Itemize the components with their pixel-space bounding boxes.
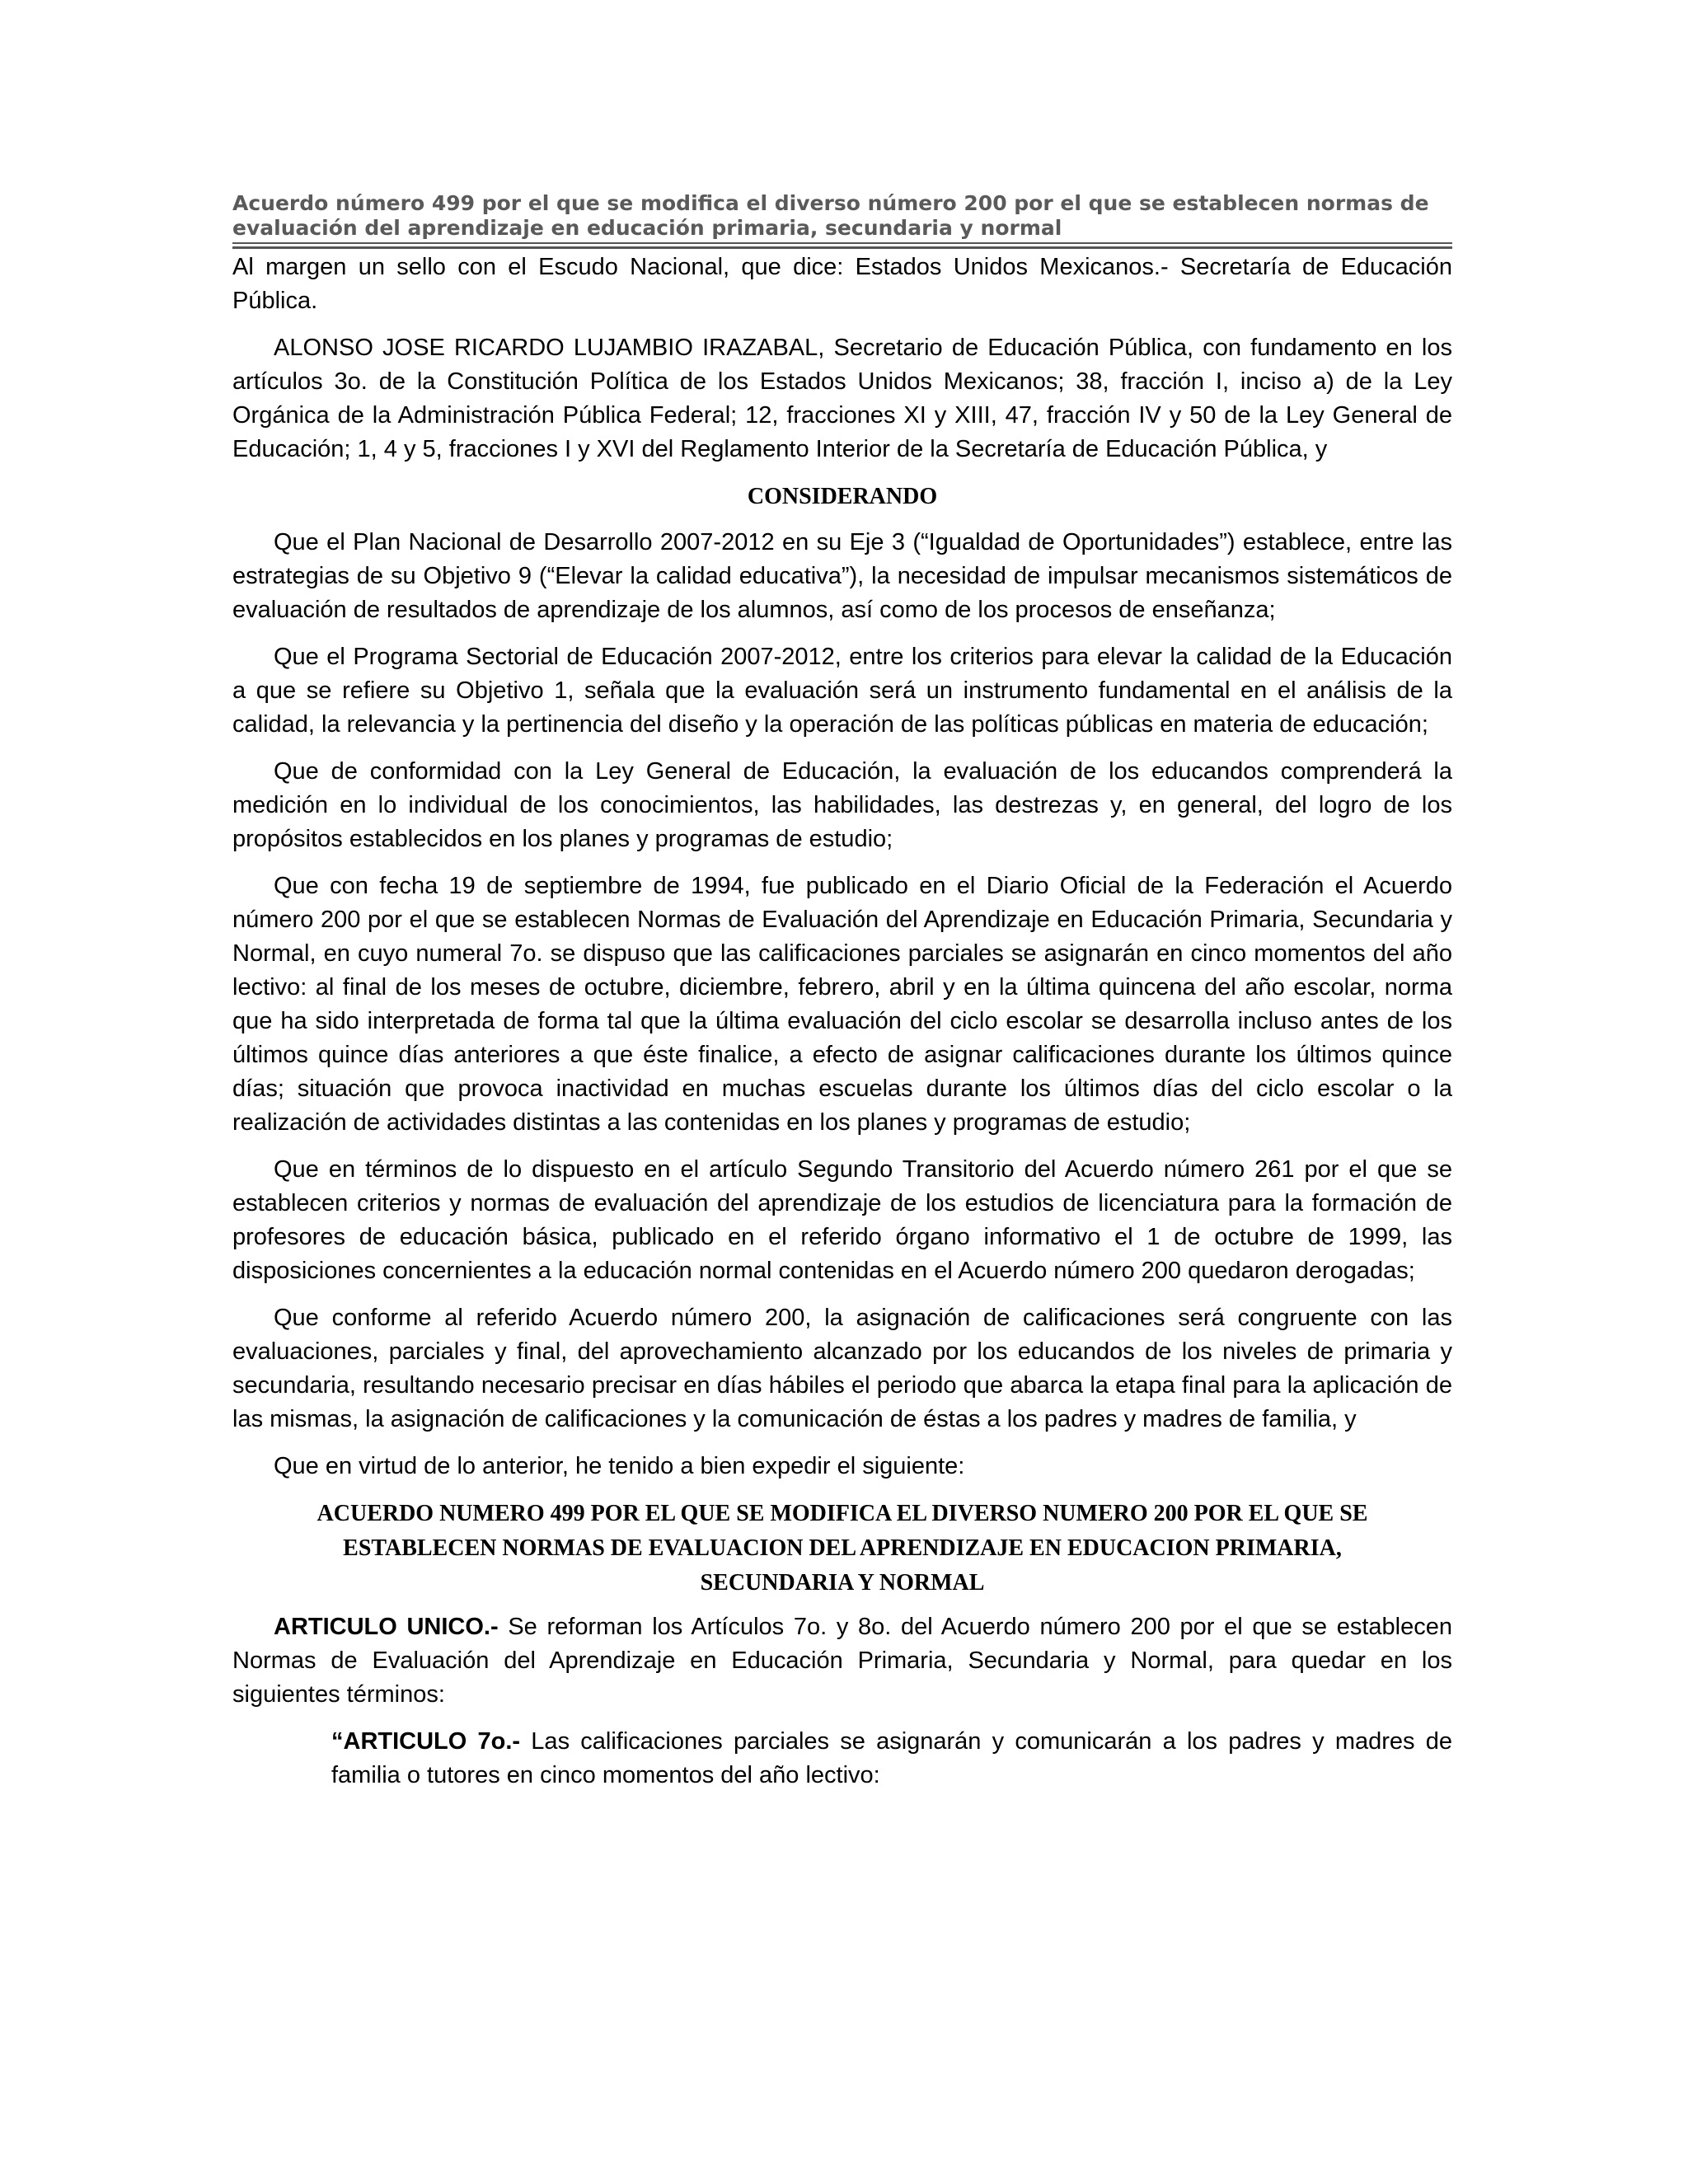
document-title-line-2: evaluación del aprendizaje en educación primaria, secundaria y normal <box>232 216 1062 240</box>
considerando-heading: CONSIDERANDO <box>747 484 938 509</box>
document-page <box>232 191 1452 1806</box>
considerando-paragraph-4: Que con fecha 19 de septiembre de 1994, fue publicado en el Diario Oficial de la Federación el Acuerdo número 200 por el que se establecen Normas de Evaluación del Aprendizaje en Educación Primaria, Secundaria y Normal, en cuyo numeral 7o. se dispuso que las calificaciones parciales se asignarán en cinco momentos del año lectivo: al final de los meses de octubre, diciembre, febrero, abril y en la última quincena del año escolar, norma que ha sido interpretada de forma tal que la última evaluación del ciclo escolar se desarrolla incluso antes de los últimos quince días anteriores a que éste finalice, a efecto de asignar calificaciones durante los últimos quince días; situación que provoca inactividad en muchas escuelas durante los últimos días del ciclo escolar o la realización de actividades distintas a las contenidas en los planes y programas de estudio; <box>232 873 1452 1136</box>
preamble-paragraph: ALONSO JOSE RICARDO LUJAMBIO IRAZABAL, Secretario de Educación Pública, con fundamento en los artículos 3o. de la Constitución Política de los Estados Unidos Mexicanos; 38, fracción I, inciso a) de la Ley Orgánica de la Administración Pública Federal; 12, fracciones XI y XIII, 47, fracción IV y 50 de la Ley General de Educación; 1, 4 y 5, fracciones I y XVI del Reglamento Interior de la Secretaría de Educación Pública, y <box>232 335 1452 462</box>
document-title-line-1: Acuerdo número 499 por el que se modifica el diverso número 200 por el que se establecen normas de <box>232 191 1429 215</box>
acuerdo-heading <box>232 1497 1452 1601</box>
considerando-paragraph-1: Que el Plan Nacional de Desarrollo 2007-2012 en su Eje 3 (“Igualdad de Oportunidades”) establece, entre las estrategias de su Objetivo 9 (“Elevar la calidad educativa”), la necesidad de impulsar mecanismos sistemáticos de evaluación de resultados de aprendizaje de los alumnos, así como de los procesos de enseñanza; <box>232 529 1452 623</box>
articulo-7-paragraph <box>331 1725 1452 1793</box>
acuerdo-heading-line-3: SECUNDARIA Y NORMAL <box>700 1570 985 1596</box>
articulo-unico-label: ARTICULO UNICO.- <box>274 1614 499 1640</box>
articulo-7-block <box>331 1725 1452 1793</box>
considerando-paragraph-5: Que en términos de lo dispuesto en el artículo Segundo Transitorio del Acuerdo número 261 por el que se establecen criterios y normas de evaluación del aprendizaje de los estudios de licenciatura para la formación de profesores de educación básica, publicado en el referido órgano informativo el 1 de octubre de 1999, las disposiciones concernientes a la educación normal contenidas en el Acuerdo número 200 quedaron derogadas; <box>232 1156 1452 1284</box>
acuerdo-heading-line-1: ACUERDO NUMERO 499 POR EL QUE SE MODIFICA EL DIVERSO NUMERO 200 POR EL QUE SE <box>316 1501 1368 1526</box>
considerando-paragraph-6: Que conforme al referido Acuerdo número 200, la asignación de calificaciones será congruente con las evaluaciones, parciales y final, del aprovechamiento alcanzado por los educandos de los niveles de primaria y secundaria, resultando necesario precisar en días hábiles el periodo que abarca la etapa final para la aplicación de las mismas, la asignación de calificaciones y la comunicación de éstas a los padres y madres de familia, y <box>232 1305 1452 1432</box>
considerando-paragraph-2: Que el Programa Sectorial de Educación 2007-2012, entre los criterios para elevar la calidad de la Educación a que se refiere su Objetivo 1, señala que la evaluación será un instrumento fundamental en el análisis de la calidad, la relevancia y la pertinencia del diseño y la operación de las políticas públicas en materia de educación; <box>232 644 1452 738</box>
acuerdo-heading-line-2: ESTABLECEN NORMAS DE EVALUACION DEL APRENDIZAJE EN EDUCACION PRIMARIA, <box>343 1535 1342 1561</box>
document-title <box>232 191 1452 242</box>
articulo-7-label: “ARTICULO 7o.- <box>331 1728 521 1755</box>
title-rule-thick <box>232 246 1452 249</box>
considerando-paragraph-7: Que en virtud de lo anterior, he tenido a bien expedir el siguiente: <box>274 1453 965 1479</box>
articulo-unico-paragraph <box>232 1610 1452 1712</box>
considerando-paragraph-3: Que de conformidad con la Ley General de Educación, la evaluación de los educandos comprenderá la medición en lo individual de los conocimientos, las habilidades, las destrezas y, en general, del logro de los propósitos establecidos en los planes y programas de estudio; <box>232 758 1452 852</box>
articulo-7-text: Las calificaciones parciales se asignarán y comunicarán a los padres y madres de familia o tutores en cinco momentos del año lectivo: <box>331 1728 1452 1788</box>
margin-note-paragraph: Al margen un sello con el Escudo Nacional, que dice: Estados Unidos Mexicanos.- Secretaría de Educación Pública. <box>232 254 1452 314</box>
articulo-unico-text: Se reforman los Artículos 7o. y 8o. del Acuerdo número 200 por el que se establecen Normas de Evaluación del Aprendizaje en Educación Primaria, Secundaria y Normal, para quedar en los siguientes términos: <box>232 1614 1453 1708</box>
